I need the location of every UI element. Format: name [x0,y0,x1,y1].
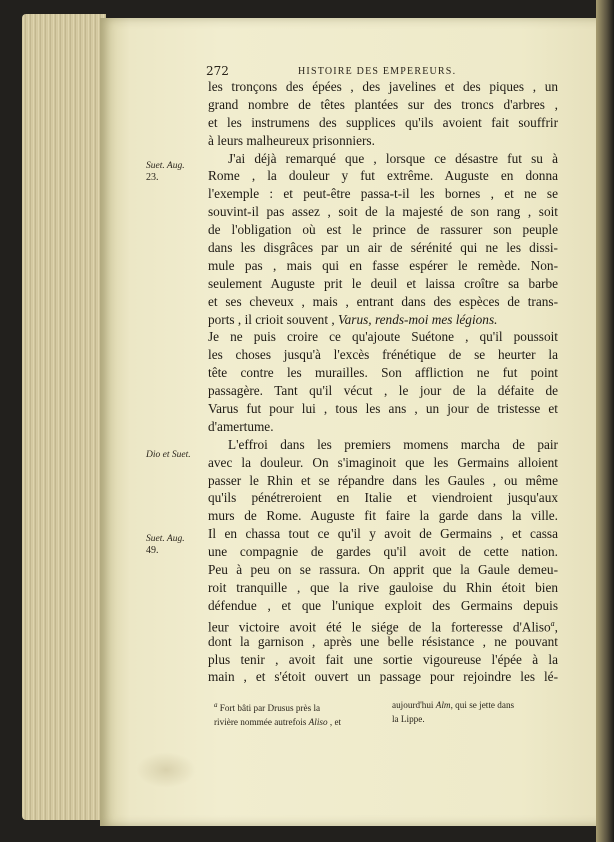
margin-note-number: 49. [146,545,159,556]
text-line: l'exemple : et peut-être passa-t-il les bornes , et ne se [208,186,558,202]
text-line: les tronçons des épées , des javelines et des piques , un [208,79,558,94]
text-line: Varus fut pour lui , tous les ans , un jour de tristesse et [208,401,558,417]
margin-note-text: Suet. Aug. [146,161,185,171]
text-line: qu'ils pénétreroient en Italie et viendroient jusqu'aux [208,490,558,506]
body-text [208,78,558,686]
footnote-right-column [392,698,558,726]
text-line [208,311,558,329]
running-title: HISTOIRE DES EMPEREURS. [298,66,457,77]
text-line: et les instrumens des supplices qu'ils avoient fait souffrir [208,114,558,130]
text-line [208,615,558,633]
footnote-text: Fort bâti par Drusus près la [219,703,321,714]
text-line: d'amertume. [208,418,274,434]
text-line: L'effroi dans les premiers momens marcha de pair [228,436,558,452]
text-line: J'ai déjà remarqué que , lorsque ce désastre fut su à [228,150,558,166]
footnote-text: la Lippe. [392,714,425,724]
text-line: et ses cheveux , mais , entrant dans des espèces de trans- [208,293,558,309]
text-line: défendue , et que l'unique exploit des Germains depuis [208,597,558,613]
page-edges [22,14,106,820]
binding-shadow [596,0,614,842]
text-line: roit tranquille , que la rive gauloise du Rhin étoit bien [208,579,558,595]
text-line: Peu à peu on se rassura. On apprit que la Gaule demeu- [208,562,558,578]
text-segment: ports , il crioit souvent , [208,311,335,327]
footnote-marker: a [550,618,555,628]
text-line: à leurs malheureux prisonniers. [208,132,375,148]
text-line: passagère. Tant qu'il vécut , le jour de la défaite de [208,383,558,399]
footnote-left-column [214,698,384,729]
text-segment: , [554,619,558,635]
margin-note [146,160,185,184]
text-line: Il en chassa tout ce qu'il y avoit de Germains , et cassa [208,526,558,542]
text-line: avec la douleur. On s'imaginoit que les Germains alloient [208,454,558,470]
footnote-text: , qui se jette dans [450,700,515,710]
footnote-italic-name: Aliso [308,717,328,728]
italic-quote: Varus, rends-moi mes légions. [338,311,498,327]
text-line: de l'obligation où est le prince de rassurer son peuple [208,222,558,238]
text-line: murs de Rome. Auguste fit faire la garde dans la ville. [208,508,558,524]
text-line: Rome , la douleur y fut extrême. Auguste en donna [208,168,558,184]
footnote-text: , et [329,717,342,728]
footnote-marker: a [214,701,218,709]
text-line: une compagnie de gardes qu'il avoit de cette nation. [208,544,558,560]
paper-stain [136,752,196,788]
margin-note [146,449,191,461]
text-line: main , et s'étoit ouvert un passage pour rejoindre les lé- [208,669,558,685]
margin-note-text: Dio et Suet. [146,450,191,460]
text-line: plus tenir , avoit fait une sortie vigoureuse l'épée à la [208,651,558,667]
text-line: dans les disgrâces par un air de sérénité qui ne les dissi- [208,240,558,256]
margin-note-number: 23. [146,172,159,183]
text-line: Je ne puis croire ce qu'ajoute Suétone , qu'il poussoit [208,329,558,345]
margin-note-text: Suet. Aug. [146,534,185,544]
text-line: grand nombre de têtes plantées sur des troncs d'arbres , [208,96,558,112]
text-line: seulement Auguste prit le deuil et laissa croître sa barbe [208,275,558,291]
text-line: mule pas , mais qui en fasse espérer le remède. Non- [208,257,558,273]
text-segment: leur victoire avoit été le siége de la forteresse d'Aliso [208,619,551,635]
footnote-italic-name: Alm [435,700,451,710]
text-line: dont la garnison , après une belle résistance , ne pouvant [208,633,558,649]
text-line: souvint-il pas assez , soit de la majesté de son rang , soit [208,204,558,220]
footnote-text: rivière nommée autrefois [214,717,307,728]
text-line: passer le Rhin et se répandre dans les Gaules , ou même [208,472,558,488]
footnote-text: aujourd'hui [392,700,434,710]
margin-note [146,533,185,557]
text-line: les choses jusqu'à l'excès frénétique de se heurter la [208,347,558,363]
text-line: tête contre les murailles. Son affliction ne fut point [208,365,558,381]
page-number: 272 [206,64,229,78]
